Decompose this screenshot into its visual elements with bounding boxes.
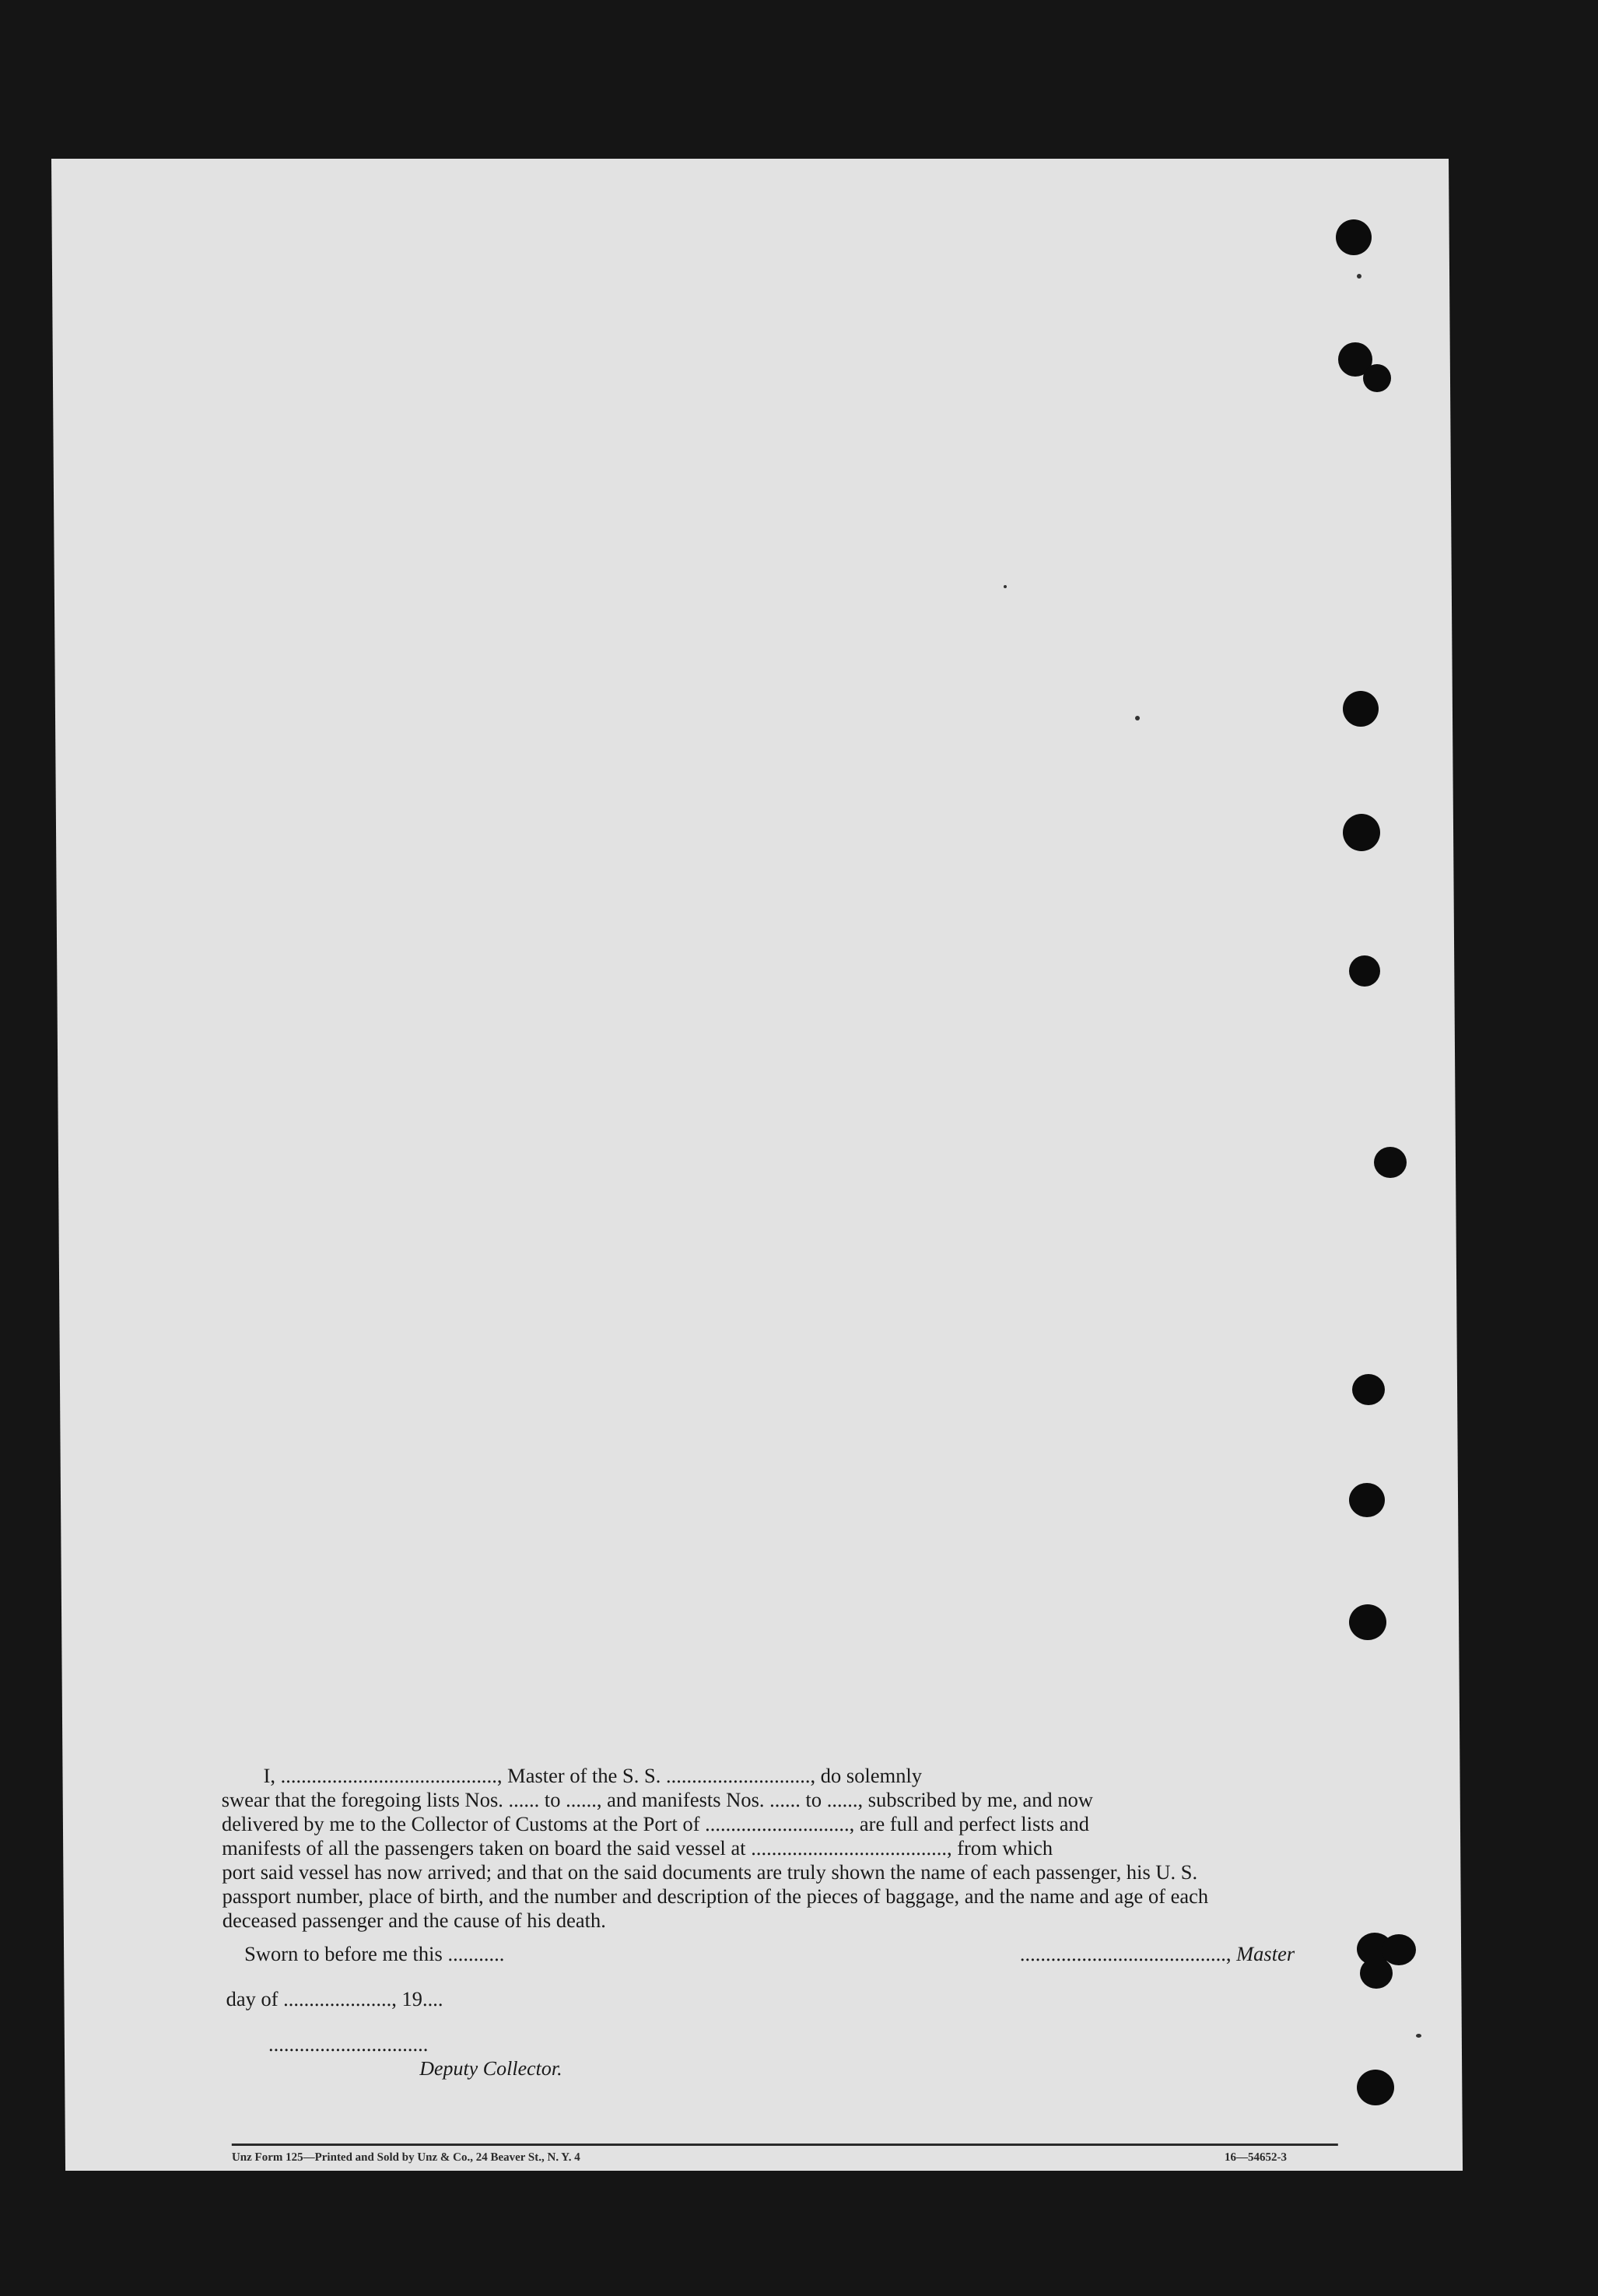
punch-hole [1349,1483,1385,1517]
deputy-collector-label: Deputy Collector. [419,2057,562,2080]
sworn-line: Sworn to before me this ........... [244,1942,505,1965]
punch-hole [1374,1147,1407,1178]
punch-hole [1360,1958,1393,1989]
master-signature-line [1020,1942,1295,1966]
oath-line: delivered by me to the Collector of Customs at the Port of ............................, are full and perfect lists and [221,1812,1090,1835]
punch-hole [1357,2070,1394,2105]
oath-line-text: I, .........................................., Master of the S. S. ............................, do solemnly [263,1764,923,1787]
form-page [51,159,1463,2171]
punch-hole [1363,364,1391,392]
dust-speck [1357,274,1361,279]
dust-speck [1135,716,1140,720]
oath-line-last: deceased passenger and the cause of his death. [222,1909,606,1932]
punch-hole [1349,955,1380,987]
master-dots: ........................................, [1019,1942,1232,1965]
form-number: 16—54652-3 [1224,2151,1287,2164]
oath-line: manifests of all the passengers taken on board the said vessel at ......................................, from which [222,1836,1053,1860]
punch-hole [1343,691,1379,727]
oath-paragraph [221,1764,1335,1933]
printer-imprint: Unz Form 125—Printed and Sold by Unz & Co., 24 Beaver St., N. Y. 4 [231,2151,580,2164]
dust-speck [1004,585,1007,588]
punch-hole [1336,219,1372,255]
date-line: day of ....................., 19.... [226,1987,443,2010]
footer-rule [232,2144,1338,2146]
punch-hole [1343,814,1380,851]
oath-line: port said vessel has now arrived; and that on the said documents are truly shown the name of each passenger, his U. S. [222,1860,1198,1884]
oath-line: swear that the foregoing lists Nos. ...... to ......, and manifests Nos. ...... to ......, subscribed by me, and now [221,1788,1094,1811]
oath-line [221,1764,1333,1788]
punch-hole [1352,1374,1385,1405]
master-label: Master [1235,1942,1295,1965]
dust-speck [1416,2034,1421,2038]
deputy-signature-dots: ............................... [268,2032,429,2056]
punch-hole [1349,1604,1386,1640]
oath-line: passport number, place of birth, and the number and description of the pieces of baggage, and the name and age of each [222,1884,1209,1908]
